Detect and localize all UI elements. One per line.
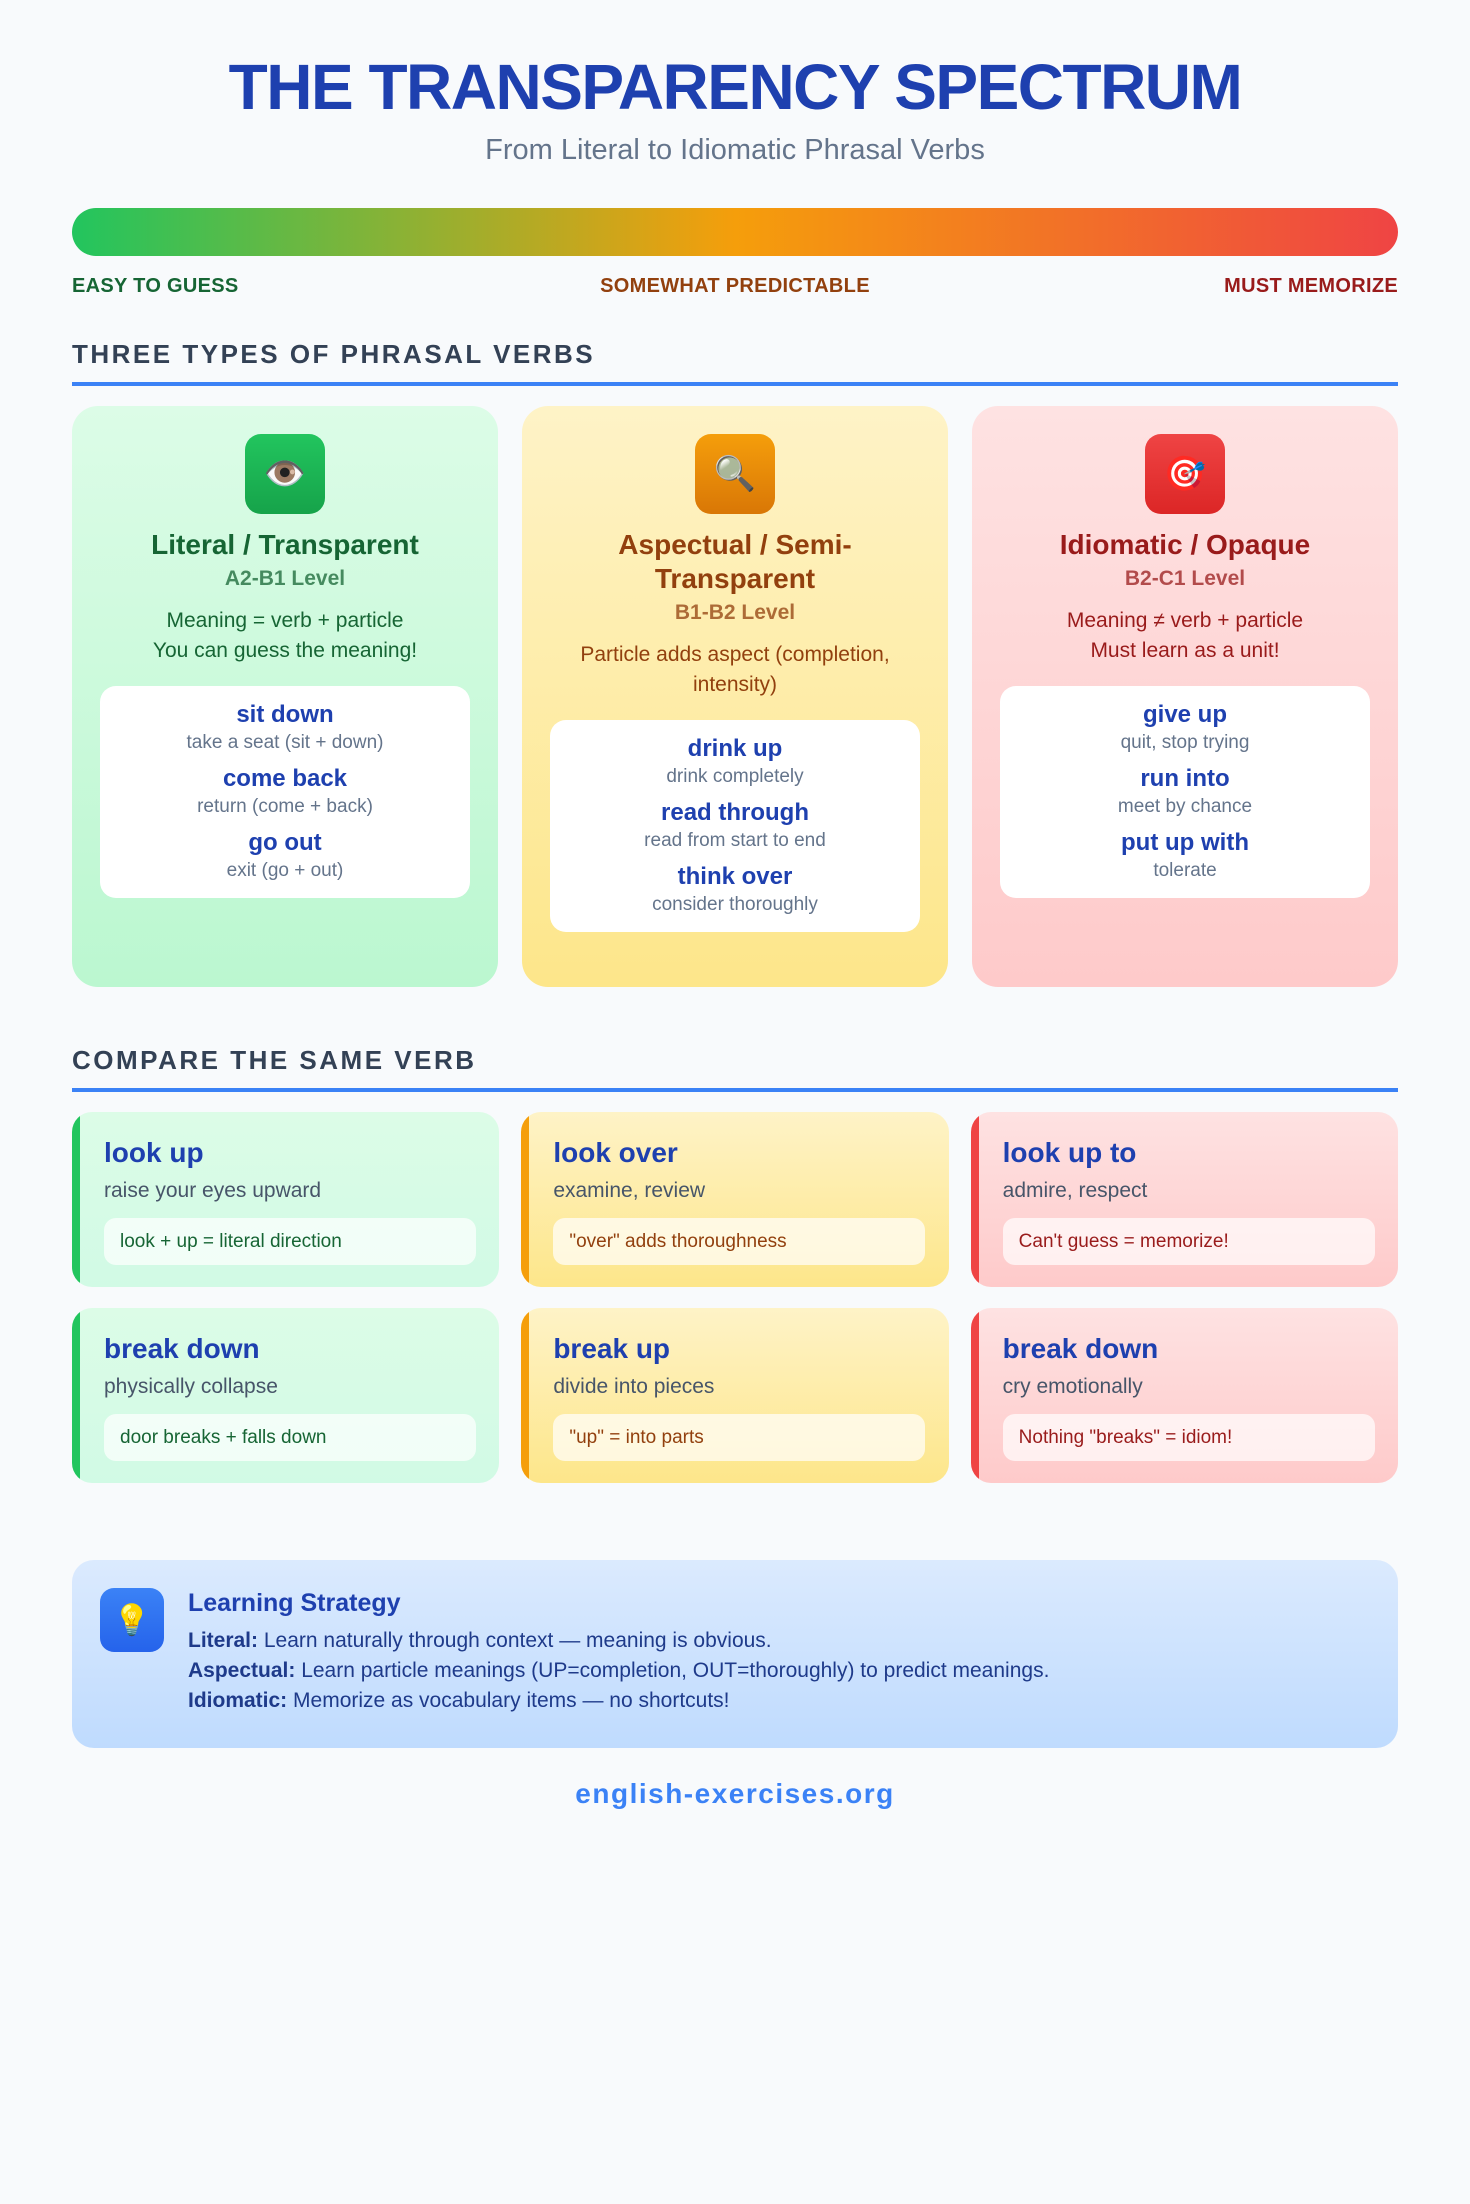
strategy-line-aspectual — [188, 1656, 1374, 1686]
example-verb: sit down — [236, 701, 334, 728]
examples-box — [550, 720, 920, 932]
compare-grid — [72, 1112, 1398, 1483]
spectrum-label-center: SOMEWHAT PREDICTABLE — [600, 275, 870, 297]
type-level: B2-C1 Level — [1124, 567, 1246, 590]
lightbulb-icon: 💡 — [100, 1588, 164, 1652]
spectrum-label-right: MUST MEMORIZE — [1224, 275, 1398, 297]
example-verb: come back — [222, 765, 348, 792]
example-verb: give up — [1142, 701, 1227, 728]
type-description — [1067, 606, 1303, 666]
compare-note: "over" adds thoroughness — [553, 1218, 925, 1265]
examples-box — [1000, 686, 1370, 898]
examples-box — [100, 686, 470, 898]
type-card-literal — [72, 406, 498, 987]
strategy-text: Learn naturally through context — meaning is obvious. — [258, 1629, 772, 1652]
example-meaning: consider thoroughly — [652, 894, 818, 915]
example-verb: go out — [248, 829, 322, 856]
strategy-title: Learning Strategy — [188, 1589, 401, 1617]
compare-card-idiomatic — [971, 1112, 1398, 1287]
compare-verb: break down — [1002, 1333, 1159, 1364]
page-subtitle: From Literal to Idiomatic Phrasal Verbs — [485, 134, 985, 166]
page-title: THE TRANSPARENCY SPECTRUM — [228, 51, 1242, 123]
section-heading-compare: COMPARE THE SAME VERB — [72, 1044, 1398, 1092]
section-heading-types: THREE TYPES OF PHRASAL VERBS — [72, 338, 1398, 386]
type-title: Aspectual / Semi-Transparent — [618, 529, 852, 594]
type-description-line: You can guess the meaning! — [152, 639, 418, 662]
example-meaning: return (come + back) — [197, 796, 373, 817]
spectrum-label-left: EASY TO GUESS — [72, 275, 239, 297]
footer-site-link[interactable]: english-exercises.org — [575, 1778, 895, 1809]
compare-meaning: raise your eyes upward — [104, 1179, 322, 1202]
example-meaning: quit, stop trying — [1120, 732, 1250, 753]
type-title: Idiomatic / Opaque — [1059, 529, 1311, 560]
strategy-label: Idiomatic: — [188, 1689, 288, 1712]
example-meaning: drink completely — [666, 766, 804, 787]
magnifier-icon: 🔍 — [695, 434, 775, 514]
compare-meaning: cry emotionally — [1002, 1375, 1143, 1398]
strategy-label: Literal: — [188, 1629, 259, 1652]
compare-meaning: admire, respect — [1002, 1179, 1148, 1202]
type-cards — [72, 406, 1398, 987]
example-meaning: tolerate — [1153, 860, 1217, 881]
type-card-idiomatic — [972, 406, 1398, 987]
type-level: A2-B1 Level — [224, 567, 346, 590]
compare-note: door breaks + falls down — [104, 1414, 476, 1461]
type-description-line: Meaning = verb + particle — [166, 609, 404, 632]
compare-verb: look up to — [1002, 1137, 1137, 1168]
example-verb: run into — [1140, 765, 1230, 792]
compare-meaning: examine, review — [553, 1179, 706, 1202]
compare-meaning: divide into pieces — [553, 1375, 715, 1398]
strategy-text: Memorize as vocabulary items — no shortcuts! — [287, 1689, 730, 1712]
example-meaning: read from start to end — [644, 830, 826, 851]
target-icon: 🎯 — [1145, 434, 1225, 514]
type-description-line: Particle adds aspect (completion, intensity) — [580, 643, 890, 696]
eye-icon: 👁️ — [245, 434, 325, 514]
type-description — [153, 606, 417, 666]
type-title: Literal / Transparent — [151, 529, 419, 560]
strategy-body — [188, 1586, 1374, 1716]
compare-verb: look up — [104, 1137, 204, 1168]
example-verb: think over — [677, 863, 793, 890]
compare-card-literal — [72, 1112, 499, 1287]
example-meaning: exit (go + out) — [226, 860, 344, 881]
example-meaning: meet by chance — [1117, 796, 1253, 817]
compare-note: look + up = literal direction — [104, 1218, 476, 1265]
compare-card-idiomatic — [971, 1308, 1398, 1483]
example-verb: read through — [661, 799, 809, 826]
transparency-spectrum-bar — [72, 208, 1398, 256]
example-verb: drink up — [687, 735, 783, 762]
compare-note: Can't guess = memorize! — [1003, 1218, 1375, 1265]
type-description-line: Meaning ≠ verb + particle — [1066, 609, 1304, 632]
compare-card-literal — [72, 1308, 499, 1483]
compare-card-aspectual — [521, 1308, 948, 1483]
compare-card-aspectual — [521, 1112, 948, 1287]
type-card-aspectual — [522, 406, 948, 987]
type-description-line: Must learn as a unit! — [1090, 639, 1280, 662]
compare-verb: look over — [553, 1137, 678, 1168]
compare-note: Nothing "breaks" = idiom! — [1003, 1414, 1375, 1461]
strategy-line-literal — [188, 1626, 1374, 1656]
example-verb: put up with — [1121, 829, 1249, 856]
type-level: B1-B2 Level — [674, 601, 796, 624]
compare-meaning: physically collapse — [104, 1375, 278, 1398]
spectrum-labels — [72, 274, 1398, 298]
compare-note: "up" = into parts — [553, 1414, 925, 1461]
strategy-text: Learn particle meanings (UP=completion, OUT=thoroughly) to predict meanings. — [295, 1659, 1050, 1682]
strategy-line-idiomatic — [188, 1686, 1374, 1716]
strategy-label: Aspectual: — [188, 1659, 296, 1682]
compare-verb: break down — [104, 1333, 260, 1364]
compare-verb: break up — [553, 1333, 671, 1364]
type-description — [550, 640, 920, 700]
learning-strategy-box — [72, 1560, 1398, 1748]
example-meaning: take a seat (sit + down) — [186, 732, 384, 753]
